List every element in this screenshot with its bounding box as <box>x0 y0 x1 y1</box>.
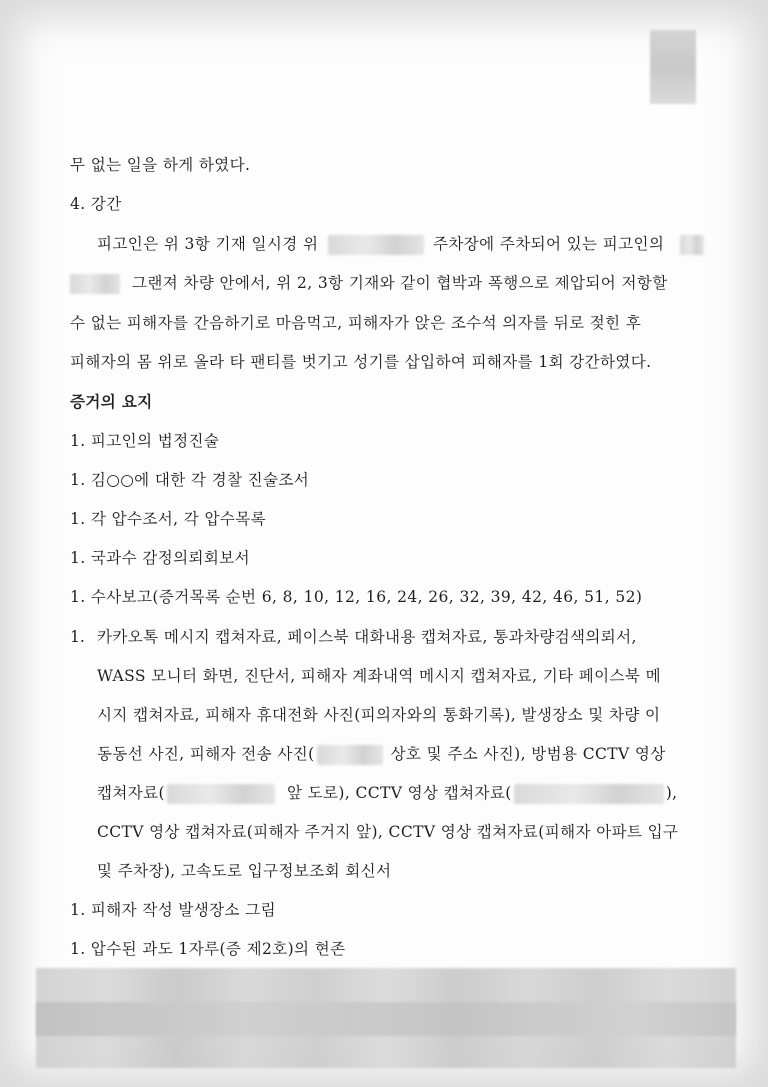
text-segment: 동동선 사진, 피해자 전송 사진( <box>97 745 315 763</box>
evidence-item: 1. 압수된 과도 1자루(증 제2호)의 현존 <box>70 940 346 958</box>
evidence-item: 1. 김○○에 대한 각 경찰 진술조서 <box>70 471 310 489</box>
text-line <box>97 234 704 255</box>
text-segment: 캡쳐자료( <box>97 784 165 802</box>
redacted-page-number <box>650 30 696 104</box>
redacted-text <box>317 745 383 765</box>
section-heading-rape: 4. 강간 <box>70 195 122 213</box>
evidence-item-text <box>97 744 666 765</box>
redacted-location <box>167 784 275 804</box>
text-segment: 앞 도로), CCTV 영상 캡쳐자료( <box>286 784 512 802</box>
evidence-item-text: CCTV 영상 캡쳐자료(피해자 주거지 앞), CCTV 영상 캡쳐자료(피해자 아파트 입구 <box>97 823 679 841</box>
text-segment: 그랜져 차량 안에서, 위 2, 3항 기재와 같이 협박과 폭행으로 제압되어 저항할 <box>132 274 668 292</box>
evidence-item-number: 1. <box>70 628 85 646</box>
redacted-location <box>328 235 424 255</box>
evidence-item: 1. 피고인의 법정진술 <box>70 432 220 450</box>
evidence-heading: 증거의 요지 <box>70 392 153 411</box>
redacted-text <box>680 235 704 255</box>
evidence-item-text: 및 주차장), 고속도로 입구정보조회 회신서 <box>97 862 392 880</box>
redacted-text <box>70 274 120 294</box>
text-segment: 상호 및 주소 사진), 방범용 CCTV 영상 <box>390 745 666 763</box>
text-line: 무 없는 일을 하게 하였다. <box>70 156 251 174</box>
redacted-location <box>514 784 664 804</box>
evidence-item-text: 카카오톡 메시지 캡쳐자료, 페이스북 대화내용 캡쳐자료, 통과차량검색의뢰서, <box>97 628 637 646</box>
evidence-item: 1. 국과수 감정의뢰회보서 <box>70 549 250 567</box>
evidence-item: 1. 각 압수조서, 각 압수목록 <box>70 510 266 528</box>
text-line: 피해자의 몸 위로 올라 타 팬티를 벗기고 성기를 삽입하여 피해자를 1회 강간하였다. <box>70 353 652 371</box>
text-line: 수 없는 피해자를 간음하기로 마음먹고, 피해자가 앉은 조수석 의자를 뒤로 젖힌 후 <box>70 314 642 332</box>
evidence-item-text: 시지 캡쳐자료, 피해자 휴대전화 사진(피의자와의 통화기록), 발생장소 및 차량 이 <box>97 706 661 724</box>
text-line <box>70 273 668 294</box>
evidence-item: 1. 피해자 작성 발생장소 그림 <box>70 901 277 919</box>
evidence-item: 1. 수사보고(증거목록 순번 6, 8, 10, 12, 16, 24, 26, 32, 39, 42, 46, 51, 52) <box>70 588 643 606</box>
evidence-item-text: WASS 모니터 화면, 진단서, 피해자 계좌내역 메시지 캡쳐자료, 기타 페이스북 메 <box>97 667 661 685</box>
text-segment: ), <box>665 784 678 802</box>
redacted-footer-band <box>36 1002 736 1036</box>
text-segment: 피고인은 위 3항 기재 일시경 위 <box>97 235 319 253</box>
evidence-item-text <box>97 783 677 804</box>
text-segment: 주차장에 주차되어 있는 피고인의 <box>433 235 665 253</box>
